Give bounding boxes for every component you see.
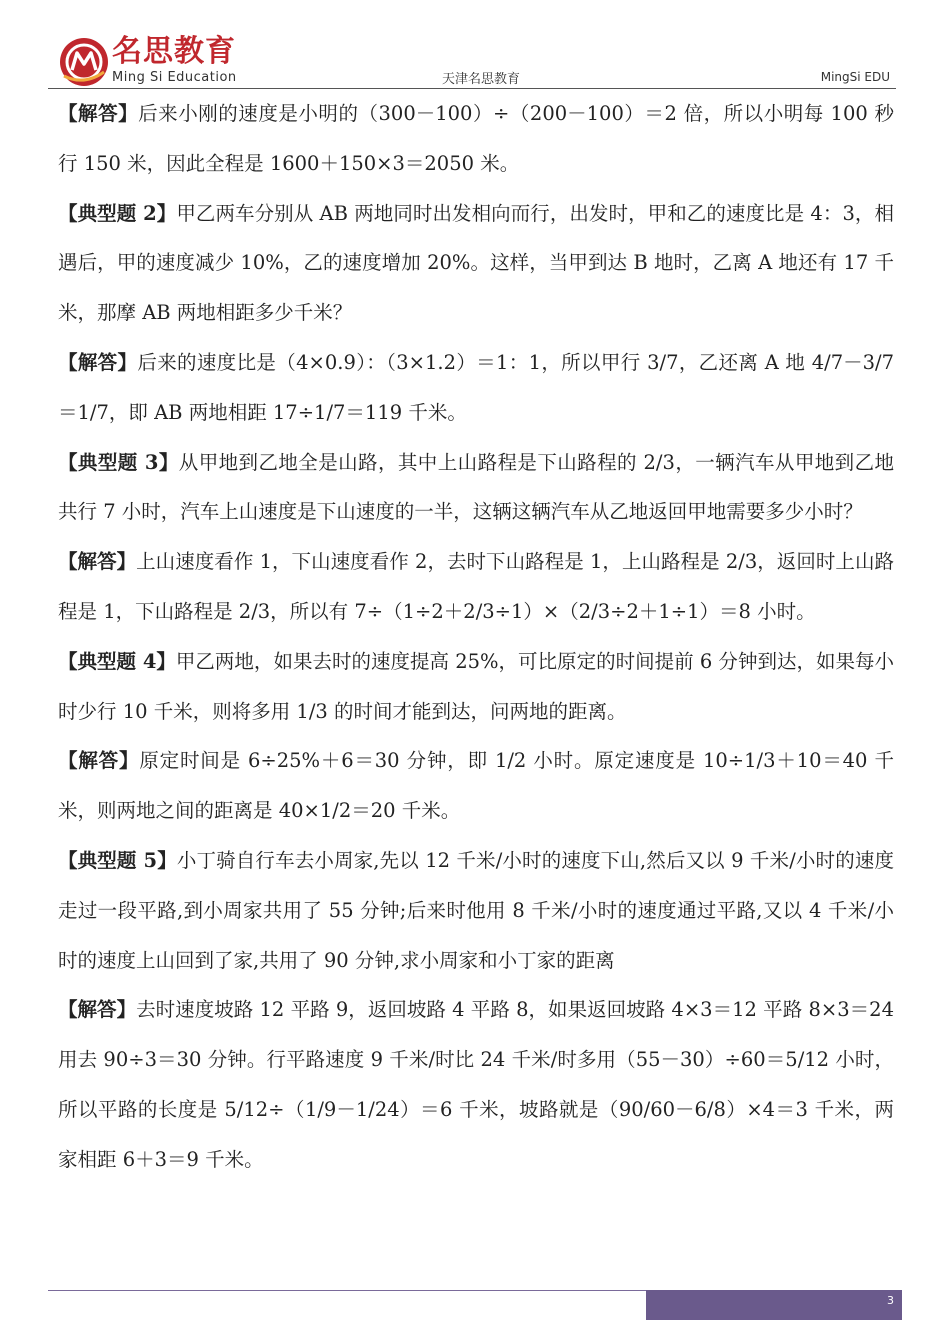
footer-bar [646,1290,902,1320]
mingsi-logo-icon [58,36,110,88]
paragraph-problem-5 [58,836,894,985]
paragraph-text: 原定时间是 6÷25%＋6＝30 分钟，即 1/2 小时。原定速度是 10÷1/3＋10＝40 千米，则两地之间的距离是 40×1/2＝20 千米。 [58,749,894,823]
paragraph-text: 上山速度看作 1，下山速度看作 2，去时下山路程是 1，上山路程是 2/3，返回时上山路程是 1，下山路程是 2/3，所以有 7÷（1÷2＋2/3÷1）×（2/3÷2＋1÷1）＝8 小时。 [58,550,894,623]
paragraph-text: 后来小刚的速度是小明的（300－100）÷（200－100）＝2 倍，所以小明每 100 秒行 150 米，因此全程是 1600＋150×3＝2050 米。 [58,102,894,175]
paragraph-text: 甲乙两车分别从 AB 两地同时出发相向而行，出发时，甲和乙的速度比是 4：3，相遇后，甲的速度减少 10%，乙的速度增加 20%。这样，当甲到达 B 地时，乙离 A 地还有 17 千米，那摩 AB 两地相距多少千米？ [58,201,894,325]
paragraph-answer-4 [58,736,894,836]
document-body [58,89,894,1185]
paragraph-tag: 【典型题 4】 [58,649,176,673]
paragraph-tag: 【解答】 [58,102,139,125]
paragraph-tag: 【典型题 3】 [58,450,179,474]
paragraph-tag: 【解答】 [58,350,138,374]
paragraph-text: 后来的速度比是（4×0.9）：（3×1.2）＝1：1，所以甲行 3/7，乙还离 A 地 4/7－3/7＝1/7，即 AB 两地相距 17÷1/7＝119 千米。 [58,350,894,424]
brand-name-cn: 名思教育 [112,34,236,69]
paragraph-answer-5 [58,985,894,1184]
paragraph-problem-2 [58,189,894,338]
paragraph-text: 去时速度坡路 12 平路 9，返回坡路 4 平路 8，如果返回坡路 4×3＝12 平路 8×3＝24 用去 90÷3＝30 分钟。行平路速度 9 千米/时比 24 千米/时多用（55－30）÷60＝5/12 小时，所以平路的长度是 5/12÷（1/9－1/24）＝6 千米，坡路就是（90/60－6/8）×4＝3 千米，两家相距 6＋3＝9 千米。 [58,998,894,1171]
paragraph-answer-1 [58,89,894,189]
paragraph-text: 甲乙两地，如果去时的速度提高 25%，可比原定的时间提前 6 分钟到达，如果每小时少行 10 千米，则将多用 1/3 的时间才能到达，问两地的距离。 [58,649,894,723]
paragraph-tag: 【典型题 5】 [58,848,177,872]
paragraph-answer-3 [58,537,894,637]
header-center-title: 天津名思教育 [442,72,521,87]
paragraph-problem-3 [58,438,894,538]
header-right-title: MingSi EDU [820,70,890,84]
brand-name-en: Ming Si Education [112,70,237,85]
paragraph-tag: 【解答】 [58,998,137,1022]
paragraph-text: 小丁骑自行车去小周家,先以 12 千米/小时的速度下山,然后又以 9 千米/小时的速度走过一段平路,到小周家共用了 55 分钟;后来时他用 8 千米/小时的速度通过平路,又以 4 千米/小时的速度上山回到了家,共用了 90 分钟,求小周家和小丁家的距离 [58,848,894,972]
paragraph-tag: 【解答】 [58,550,137,574]
footer-divider [48,1290,648,1291]
paragraph-answer-2 [58,338,894,438]
paragraph-tag: 【典型题 2】 [58,201,177,225]
page-header [0,0,950,90]
paragraph-problem-4 [58,637,894,737]
paragraph-tag: 【解答】 [58,749,140,773]
paragraph-text: 从甲地到乙地全是山路，其中上山路程是下山路程的 2/3，一辆汽车从甲地到乙地共行 7 小时，汽车上山速度是下山速度的一半，这辆这辆汽车从乙地返回甲地需要多少小时？ [58,450,895,524]
page-number: 3 [887,1294,894,1307]
